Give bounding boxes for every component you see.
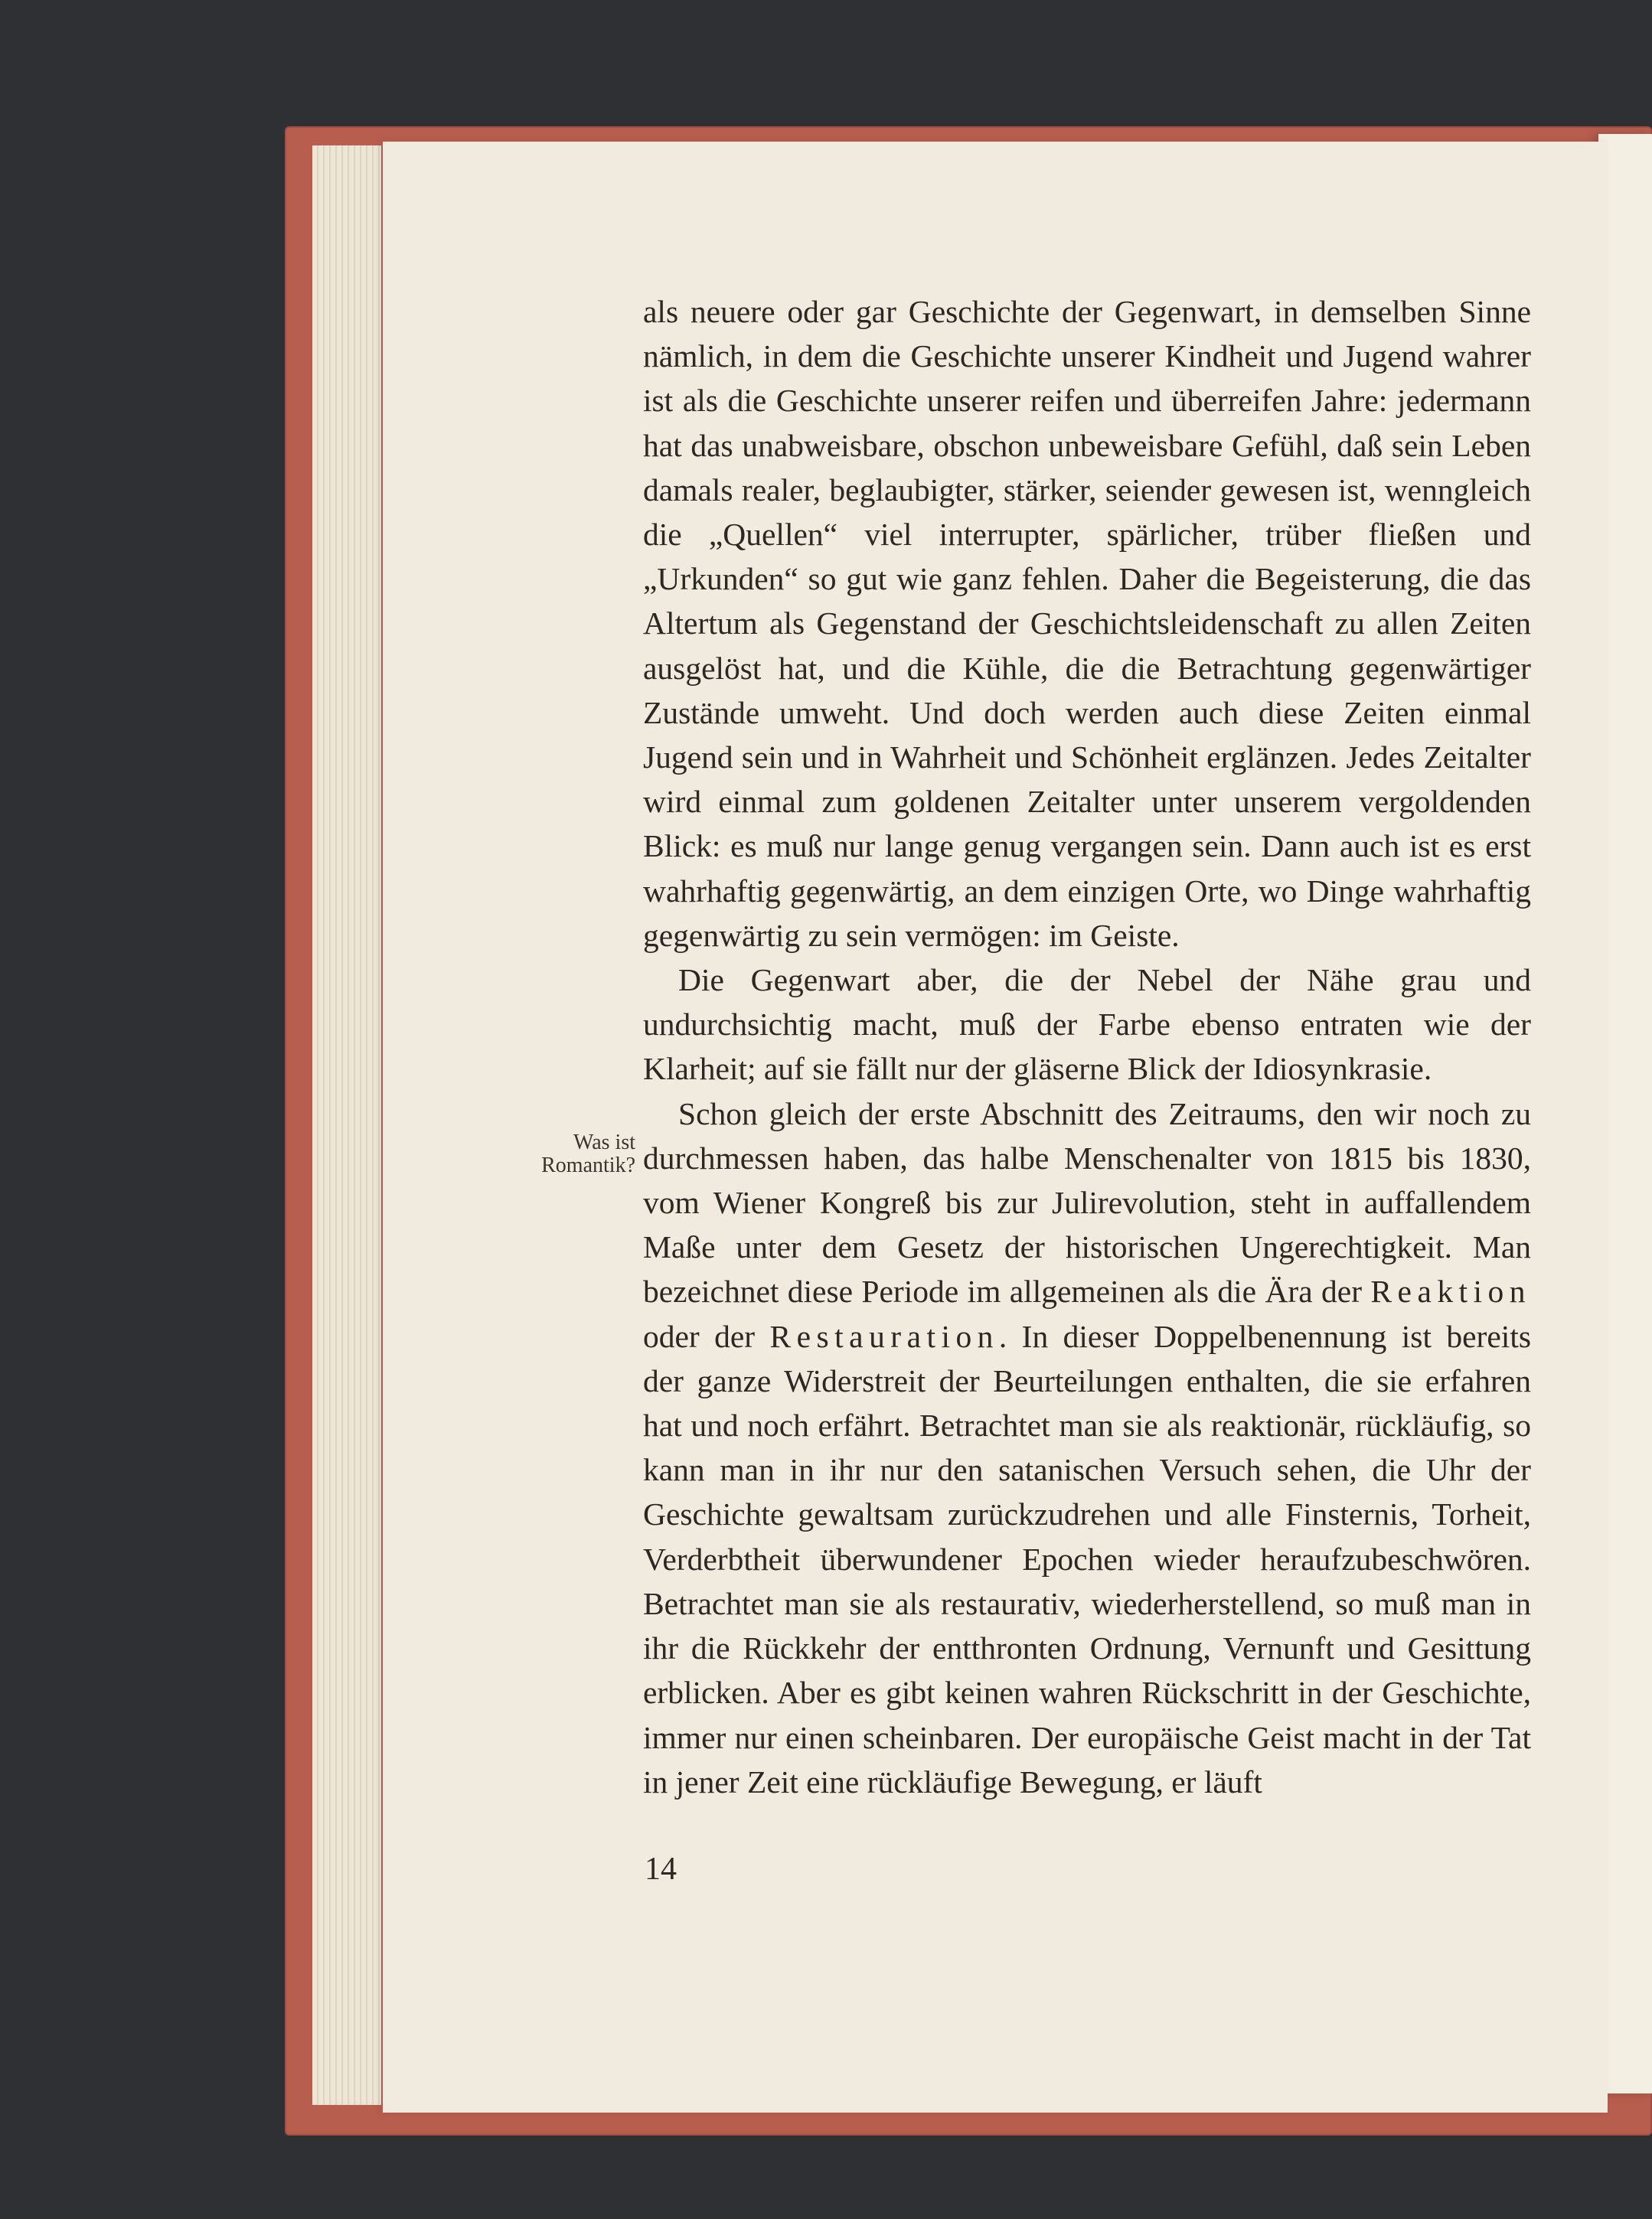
paragraph-3-part-3: . In dieser Doppelbenennung ist bereits der ganze Widerstreit der Beurteilungen enthalten, die sie erfahren hat und noch erfährt. Betrachtet man sie als reaktionär, rückläufig, so kann man in ihr nur den satanischen Versuch sehen, die Uhr der Geschichte gewaltsam zurückzudrehen und alle Finsternis, Torheit, Verderbtheit überwundener Epochen wieder heraufzubeschwören. Betrachtet man sie als restaurativ, wiederherstellend, so muß man in ihr die Rückkehr der entthronten Ordnung, Vernunft und Gesittung erblicken. Aber es gibt keinen wahren Rückschritt in der Geschichte, immer nur einen scheinbaren. Der europäische Geist macht in der Tat in jener Zeit eine rückläufige Bewegung, er läuft: [643, 1318, 1531, 1800]
body-text: [643, 289, 1531, 1804]
marginal-note: [521, 1131, 635, 1177]
marginal-note-line-2: Romantik?: [541, 1154, 635, 1177]
paragraph-3: [643, 1092, 1531, 1804]
paragraph-1: als neuere oder gar Geschichte der Gegenwart, in demselben Sinne nämlich, in dem die Geschichte unserer Kindheit und Jugend wahrer ist als die Geschichte unserer reifen und überreifen Jahre: jedermann hat das unabweisbare, obschon unbeweisbare Gefühl, daß sein Leben damals realer, beglaubigter, stärker, seiender gewesen ist, wenngleich die „Quellen“ viel interrupter, spärlicher, trüber fließen und „Urkunden“ so gut wie ganz fehlen. Daher die Begeisterung, die das Altertum als Gegenstand der Geschichtsleidenschaft zu allen Zeiten ausgelöst hat, und die Kühle, die die Betrachtung gegenwärtiger Zustände umweht. Und doch werden auch diese Zeiten einmal Jugend sein und in Wahrheit und Schönheit erglänzen. Jedes Zeitalter wird einmal zum goldenen Zeitalter unter unserem vergoldenden Blick: es muß nur lange genug vergangen sein. Dann auch ist es erst wahrhaftig gegenwärtig, an dem einzigen Orte, wo Dinge wahrhaftig gegenwärtig zu sein vermögen: im Geiste.: [643, 294, 1531, 953]
term-reaktion: Reaktion: [1370, 1274, 1531, 1310]
paragraph-2: Die Gegenwart aber, die der Nebel der Nähe grau und undurchsichtig macht, muß der Farbe ebenso entraten wie der Klarheit; auf sie fällt nur der gläserne Blick der Idiosynkrasie.: [643, 962, 1531, 1087]
term-restauration: Restauration: [769, 1318, 999, 1354]
page-edges: [312, 145, 381, 2105]
marginal-note-line-1: Was ist: [573, 1131, 635, 1154]
paragraph-3-part-2: oder der: [643, 1318, 770, 1354]
paragraph-3-part-1: Schon gleich der erste Abschnitt des Zeitraums, den wir noch zu durchmessen haben, das halbe Menschenalter von 1815 bis 1830, vom Wiener Kongreß bis zur Julirevolution, steht in auffallendem Maße unter dem Gesetz der historischen Ungerechtigkeit. Man bezeichnet diese Periode im allgemeinen als die Ära der: [643, 1095, 1531, 1310]
page-number: 14: [645, 1852, 677, 1887]
